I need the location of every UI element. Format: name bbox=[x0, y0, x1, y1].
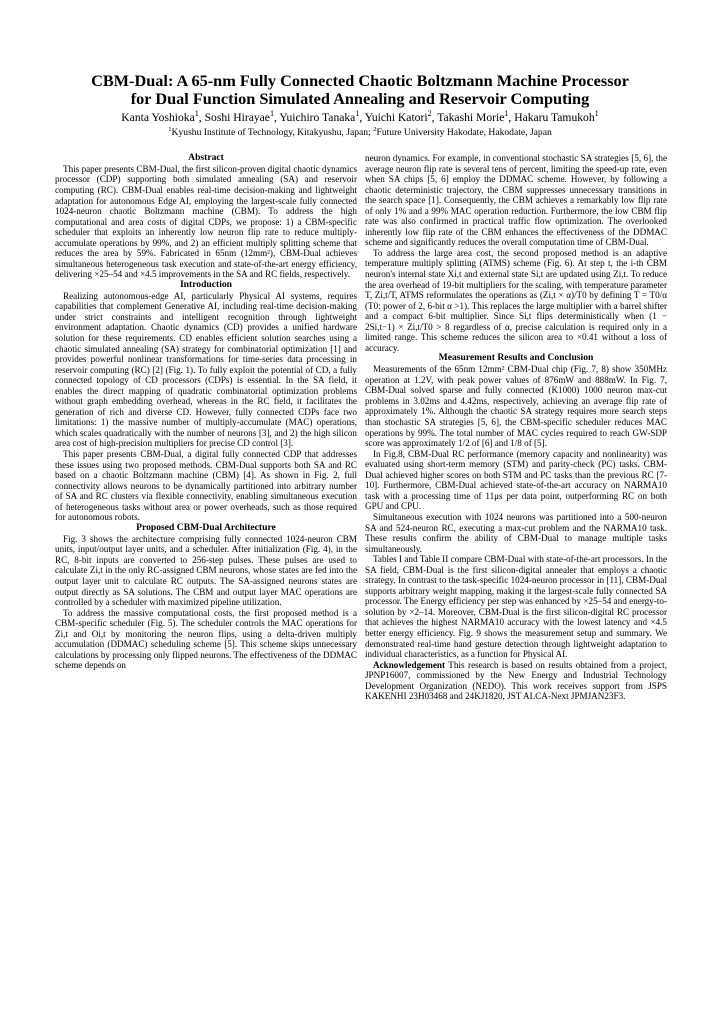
paper-title bbox=[40, 72, 680, 108]
section-heading: Proposed CBM-Dual Architecture bbox=[136, 521, 276, 533]
affiliation-number: 1 bbox=[168, 125, 172, 133]
affiliation-text: Kyushu Institute of Technology, Kitakyushu, Japan; bbox=[171, 127, 374, 138]
author-name: Soshi Hirayae bbox=[204, 111, 270, 124]
body-paragraph: In Fig.8, CBM-Dual RC performance (memory capacity and nonlinearity) was evaluated using short-term memory (STM) and parity-check (PC) tasks. CBM-Dual achieved higher scores on both STM and PC tasks than the previous RC [7-10]. Furthermore, CBM-Dual achieved state-of-the-art accuracy on NARMA10 task with a processing time of 11μs per data point, outperforming RC on both GPU and CPU. bbox=[365, 448, 667, 512]
body-paragraph: Realizing autonomous-edge AI, particularly Physical AI systems, requires capabilities that complement Generative AI, including real-time decision-making under strict constraints and intelligent recognition through lightweight environment adaptation. Chaotic dynamics (CD) provides a unified hardware solution for these requirements. CD enables efficient solution searches using a chaotic simulated annealing (SA) strategy for combinatorial optimization [1] and provides powerful nonlinear transformations for time-series data processing in reservoir computing (RC) [2] (Fig. 1). To fully exploit the potential of CD, a fully connected topology of CD processors (CDPs) is essential. In the SA field, it enables the direct mapping of quadratic combinatorial optimization problems without graph embedding overhead, whereas in the RC field, it facilitates the generation of rich and diverse CD. However, fully connected CDPs face two limitations: 1) the massive number of multiply-accumulate (MAC) operations, which scales quadratically with the number of neurons [3], and 2) the high silicon area cost of high-precision multipliers for precise CD control [3]. bbox=[55, 290, 357, 449]
section-heading: Abstract bbox=[188, 152, 224, 163]
body-paragraph: Simultaneous execution with 1024 neurons was partitioned into a 500-neuron SA and 524-neuron RC, executing a max-cut problem and the NARMA10 task. These results confirm the ability of CBM-Dual to manage multiple tasks simultaneously. bbox=[365, 511, 667, 554]
body-paragraph: To address the massive computational costs, the first proposed method is a CBM-specific scheduler (Fig. 5). The scheduler controls the MAC operations for Zi,t and Oi,t by monitoring the neuron flips, using a delta-driven multiply accumulation (DDMAC) scheduling scheme [5]. This scheme skips unnecessary calculations by processing only flipped neurons. The effectiveness of the DDMAC scheme depends on bbox=[55, 607, 357, 671]
affiliation-text: Future University Hakodate, Hakodate, Japan bbox=[376, 127, 552, 138]
author-affiliation-mark: 1 bbox=[355, 109, 360, 119]
affiliations bbox=[40, 127, 680, 139]
author-name: Yuichi Katori bbox=[364, 111, 428, 124]
body-paragraph: Measurements of the 65nm 12mm² CBM-Dual chip (Fig. 7, 8) show 350MHz operation at 1.2V, with peak power values of 876mW and 888mW. In Fig. 7, CBM-Dual solved sparse and fully connected (K1000) 1000 neuron max-cut problems in 3.02ms and 4.42ms, respectively, achieving an average flip rate of approximately 1%. Although the chaotic SA strategy requires more search steps than stochastic SA strategies [5, 6], the CBM-specific scheduler reduces MAC operations by 99%. The total number of MAC cycles required to reach GW-SDP score was approximately 1/2 of [6] and 1/8 of [5]. bbox=[365, 364, 667, 449]
body-paragraph: Tables I and Table II compare CBM-Dual with state-of-the-art processors. In the SA field, CBM-Dual is the first silicon-digital annealer that employs a chaotic strategy. In contrast to the task-specific 1024-neuron processor in [11], CBM-Dual supports arbitrary weight mapping, making it the largest-scale fully connected SA processor. The Energy efficiency per step was enhanced by ×25–54 and energy-to-solution by ×2–14. Moreover, CBM-Dual is the first silicon-digital RC processor that achieves the highest NARMA10 accuracy with the lowest latency and ×4.5 better energy efficiency. Fig. 9 shows the measurement setup and summary. We demonstrated real-time hand gesture detection through lightweight adaptation to individual characteristics, as a function for Physical AI. bbox=[365, 554, 667, 660]
author-affiliation-mark: 1 bbox=[269, 109, 275, 119]
acknowledgement bbox=[365, 660, 667, 702]
right-column bbox=[365, 153, 667, 702]
left-column bbox=[55, 153, 357, 671]
section-heading: Measurement Results and Conclusion bbox=[438, 352, 594, 364]
author-name: Kanta Yoshioka bbox=[121, 111, 195, 124]
body-paragraph: To address the large area cost, the second proposed method is an adaptive temperature multiply splitting (ATMS) scheme (Fig. 6). At step t, the i-th CBM neuron's internal state Xi,t and external state Si,t are updated using Zi,t. To reduce the area overhead of 19-bit multipliers for the scaling, with temperature parameter T, Zi,t/T, ATMS reformulates the operations as (Zi,t × α)/T0 by defining T = T0/α (T0: power of 2, 6-bit α >1). This replaces the large multiplier with a barrel shifter and a compact 6-bit multiplier. Since Si,t flips deterministically when (1 − 2Si,t−1) × Zi,t/T0 > 8 regardless of α, precise calculation is required only in a limited range. This scheme reduces the silicon area to ×0.41 without a loss of accuracy. bbox=[365, 247, 667, 353]
body-paragraph: neuron dynamics. For example, in conventional stochastic SA strategies [5, 6], the average neuron flip rate is several tens of percent, limiting the speed-up rate, even when SA chips [5, 6] employ the DDMAC scheme. However, by following a chaotic deterministic trajectory, the CBM suppresses unnecessary transitions in the search space [1]. Consequently, the CBM achieves a remarkably low flip rate of only 1% and a 99% MAC operation reduction. Furthermore, the low CBM flip rate was also confirmed in practical traffic flow optimization. The overlooked inherently low flip rate of the CBM enhances the effectiveness of the DDMAC scheme and significantly reduces the overall computation time of CBM-Dual. bbox=[365, 153, 667, 248]
body-paragraph: This paper presents CBM-Dual, the first silicon-proven digital chaotic dynamics processor (CDP) supporting both simulated annealing (SA) and reservoir computing (RC). CBM-Dual enables real-time decision-making and lightweight adaptation for autonomous Edge AI, employing the largest-scale fully connected 1024-neuron chaotic Boltzmann machine (CBM). To address the high computational and area costs of digital CDPs, we propose: 1) a CBM-specific scheduler that exploits an inherently low neuron flip rate to reduce multiply-accumulate operations by 99%, and 2) an efficient multiply splitting scheme that reduces the area by 59%. Fabricated in 65nm (12mm²), CBM-Dual achieves simultaneous heterogeneous task execution and state-of-the-art energy efficiency, delivering ×25–54 and ×4.5 improvements in the SA and RC fields, respectively. bbox=[55, 163, 357, 280]
section-heading: Introduction bbox=[179, 278, 233, 290]
body-paragraph: Fig. 3 shows the architecture comprising fully connected 1024-neuron CBM units, input/output layer units, and a scheduler. After initialization (Fig. 4), in the RC, 8-bit inputs are converted to 256-step pulses. These pulses are used to calculate Zi,t in the only RC-assigned CBM neurons, whose states are fed into the output layer unit to calculate RC outputs. The SA-assigned neurons states are output directly as SA solutions. The CBM and output layer MAC operations are controlled by a scheduler with maximized pipeline utilization. bbox=[55, 533, 357, 608]
title-line-1: CBM-Dual: A 65-nm Fully Connected Chaotic Boltzmann Machine Processor bbox=[91, 71, 629, 90]
title-line-2: for Dual Function Simulated Annealing and Reservoir Computing bbox=[130, 89, 590, 108]
author-affiliation-mark: 1 bbox=[504, 109, 509, 119]
author-affiliation-mark: 1 bbox=[594, 109, 599, 119]
acknowledgement-label: Acknowledgement bbox=[373, 659, 445, 670]
author-name: Yuichiro Tanaka bbox=[279, 111, 356, 124]
author-list: Kanta Yoshioka$^1$, Soshi Hirayae$^1$, Yuichiro Tanaka$^1$, Yuichi Katori$^2$, Takashi Morie$^1$, Hakaru Tamukoh$^1$ bbox=[121, 109, 599, 124]
author-affiliation-mark: 2 bbox=[427, 109, 432, 119]
author-name: Takashi Morie bbox=[437, 111, 505, 124]
affiliation-number: 2 bbox=[373, 125, 377, 133]
author-affiliation-mark: 1 bbox=[194, 109, 199, 119]
author-name: Hakaru Tamukoh bbox=[514, 111, 595, 124]
acknowledgement-text: This research is based on results obtained from a project, JPNP16007, commissioned by the New Energy and Industrial Technology Development Organization (NEDO). This work receives support from JSPS KAKENHI 23H03468 and 24KJ1820, JST ALCA-Next JPMJAN23F3. bbox=[365, 659, 667, 702]
body-paragraph: This paper presents CBM-Dual, a digital fully connected CDP that addresses these issues using two proposed methods. CBM-Dual supports both SA and RC based on a chaotic Boltzmann machine (CBM) [4]. As shown in Fig. 2, full connectivity allows neurons to be dynamically partitioned into arbitrary number of SA and RC clusters via flexible connectivity, enabling simultaneous execution of heterogeneous tasks without area or power overheads, such as those required for autonomous robots. bbox=[55, 449, 357, 523]
